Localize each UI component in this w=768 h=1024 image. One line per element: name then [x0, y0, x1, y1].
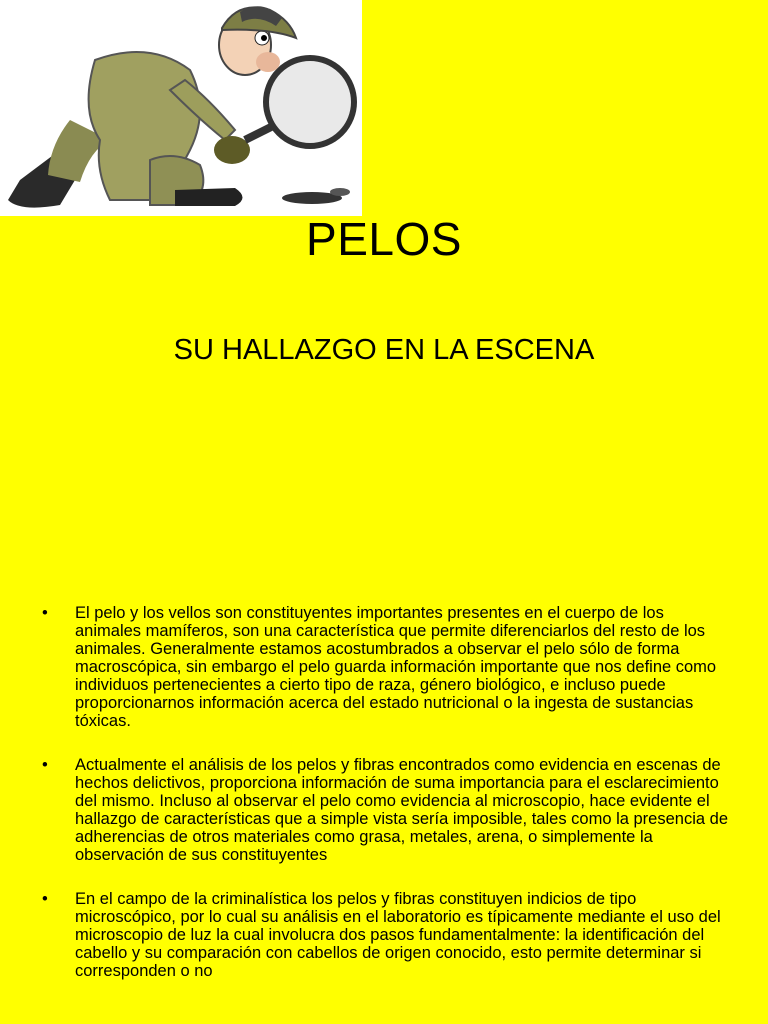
detective-illustration: [0, 0, 362, 216]
bullet-dot: •: [42, 756, 48, 774]
bullet-text: Actualmente el análisis de los pelos y fibras encontrados como evidencia en escenas de hechos delictivos, proporciona información de suma importancia para el esclarecimiento del mismo. Incluso al observar el pelo como evidencia al microscopio, hace evidente el hallazgo de características que a simple vista sería imposible, tales como la presencia de adherencias de otros materiales como grasa, metales, arena, o simplemente la observación de sus constituyentes: [75, 756, 728, 864]
slide-title: PELOS: [306, 213, 462, 265]
detective-magnifying-glass-icon: [0, 0, 362, 216]
bullet-list: [0, 604, 768, 1006]
slide-subtitle: SU HALLAZGO EN LA ESCENA: [173, 334, 595, 366]
bullet-item: [0, 890, 768, 980]
bullet-item: [0, 756, 768, 864]
bullet-item: [0, 604, 768, 730]
bullet-dot: •: [42, 890, 48, 908]
bullet-text: El pelo y los vellos son constituyentes importantes presentes en el cuerpo de los animales mamíferos, son una característica que permite diferenciarlos del resto de los animales. Generalmente estamos acostumbrados a observar el pelo sólo de forma macroscópica, sin embargo el pelo guarda información importante que nos define como individuos pertenecientes a cierto tipo de raza, género biológico, e incluso puede proporcionarnos información acerca del estado nutricional o la ingesta de sustancias tóxicas.: [75, 604, 717, 730]
bullet-text: En el campo de la criminalística los pelos y fibras constituyen indicios de tipo microscópico, por lo cual su análisis en el laboratorio es típicamente mediante el uso del microscopio de luz la cual involucra dos pasos fundamentalmente: la identificación del cabello y su comparación con cabellos de origen conocido, esto permite determinar si corresponden o no: [75, 890, 721, 980]
bullet-dot: •: [42, 604, 48, 622]
